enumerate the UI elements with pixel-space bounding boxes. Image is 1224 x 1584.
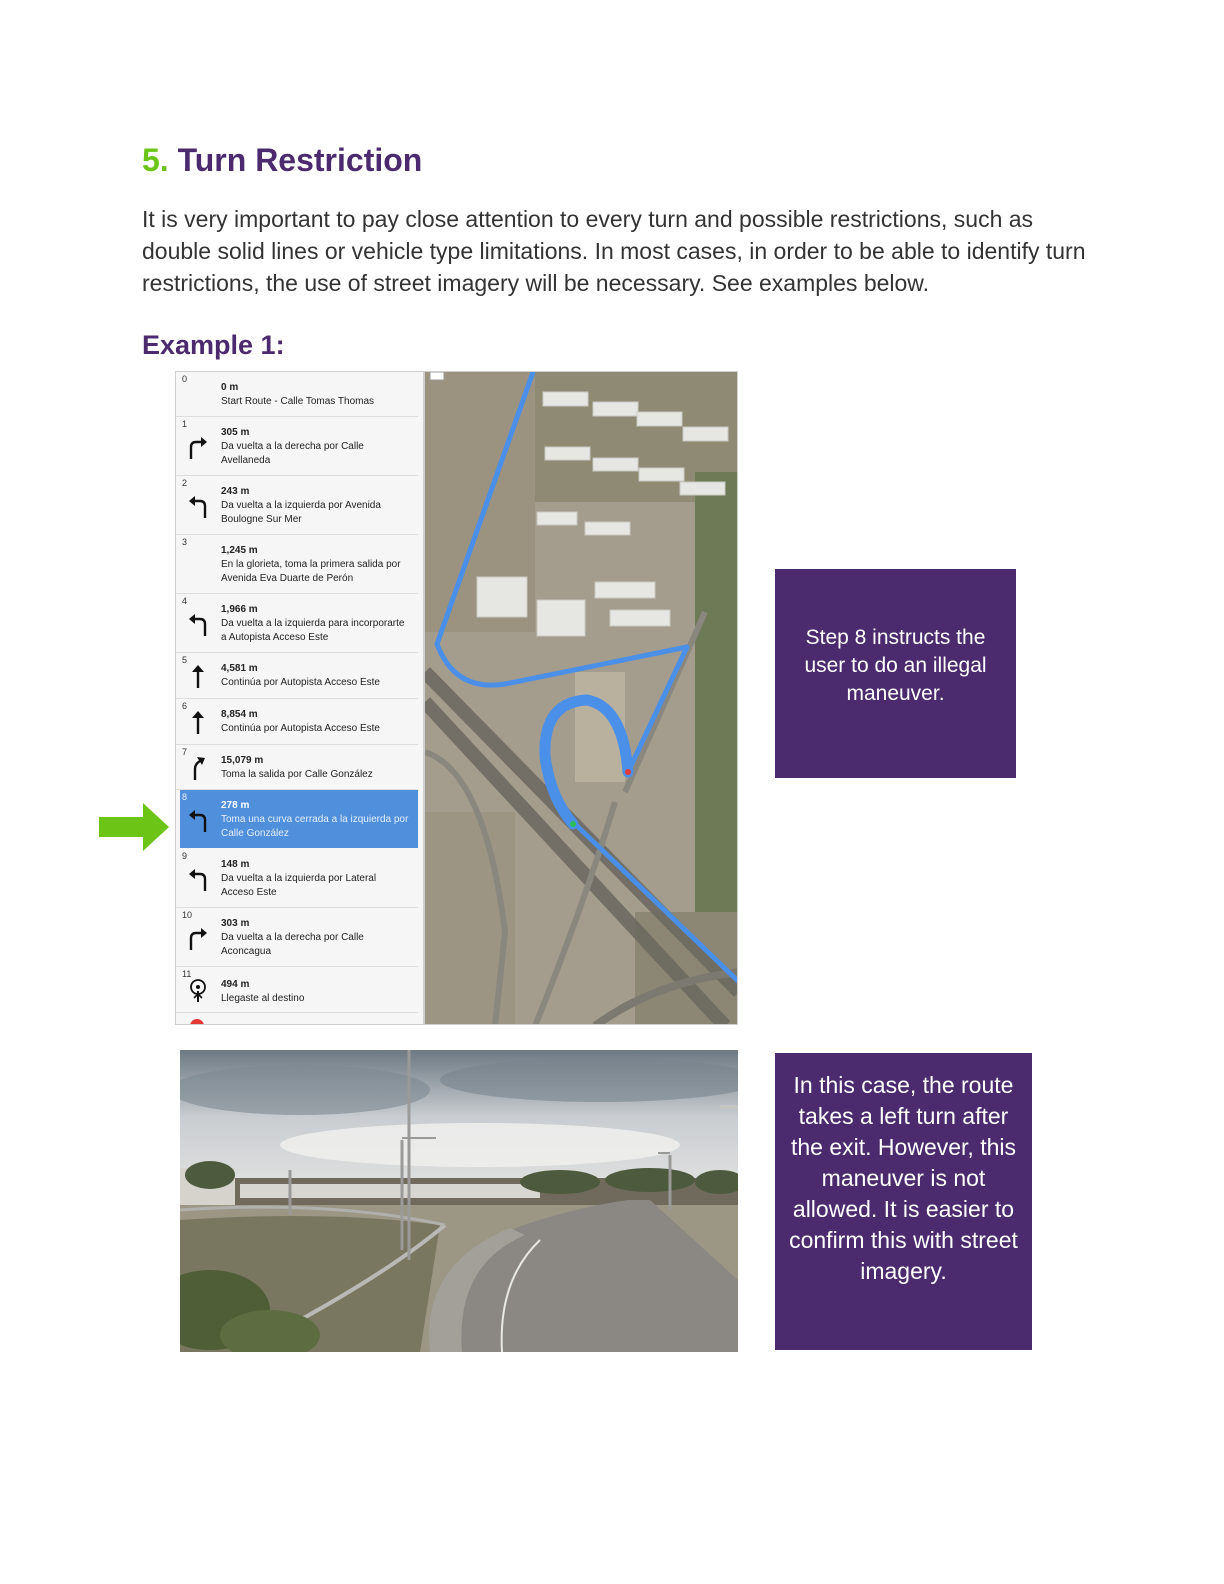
- direction-step[interactable]: [176, 967, 418, 1013]
- direction-step[interactable]: [176, 849, 418, 908]
- intro-paragraph: It is very important to pay close attention to every turn and possible restrictions, such as double solid lines or vehicle type limitations. In most cases, in order to be able to identify turn restrictions, the use of street imagery will be necessary. See examples below.: [142, 206, 1086, 296]
- step-index: 2: [182, 478, 188, 488]
- step-index: 7: [182, 747, 188, 757]
- direction-step[interactable]: [176, 476, 418, 535]
- step-distance: 303 m: [221, 918, 250, 929]
- sharp-left-icon: [186, 808, 210, 834]
- callout-step-8: Step 8 instructs the user to do an illegal maneuver.: [775, 569, 1016, 778]
- step-index: 1: [182, 419, 188, 429]
- step-distance: 148 m: [221, 859, 250, 870]
- step-index: 0: [182, 374, 188, 384]
- step-text: Continúa por Autopista Acceso Este: [221, 677, 380, 688]
- direction-step[interactable]: [176, 372, 418, 417]
- step-text: Llegaste al destino: [221, 993, 305, 1004]
- step-index: 8: [182, 792, 188, 802]
- step-distance: 1,245 m: [221, 545, 258, 556]
- step-text: Continúa por Autopista Acceso Este: [221, 723, 380, 734]
- turn-right-icon: [186, 435, 210, 461]
- step-text: En la glorieta, toma la primera salida por Avenida Eva Duarte de Perón: [221, 559, 401, 584]
- section-title: Turn Restriction: [177, 142, 423, 178]
- step-index: 4: [182, 596, 188, 606]
- step-index: 3: [182, 537, 188, 547]
- step-distance: 1,966 m: [221, 604, 258, 615]
- step-text: Da vuelta a la izquierda por Avenida Boulogne Sur Mer: [221, 500, 381, 525]
- page-title: [142, 142, 422, 179]
- direction-step[interactable]: [176, 908, 418, 967]
- section-number: 5.: [142, 142, 169, 178]
- end-marker-icon: [190, 1019, 204, 1025]
- step-distance: 243 m: [221, 486, 250, 497]
- street-view-image: [180, 1050, 738, 1352]
- direction-step[interactable]: [176, 699, 418, 745]
- direction-step[interactable]: [176, 745, 418, 790]
- callout-street-imagery: In this case, the route takes a left turn after the exit. However, this maneuver is not allowed. It is easier to confirm this with street imagery.: [775, 1053, 1032, 1350]
- directions-panel: [175, 371, 424, 1025]
- step-text: Start Route - Calle Tomas Thomas: [221, 396, 375, 407]
- straight-icon: [186, 663, 210, 689]
- step-distance: 494 m: [221, 979, 250, 990]
- step-text: Da vuelta a la derecha por Calle Avellaneda: [221, 441, 364, 466]
- turn-left-icon: [186, 494, 210, 520]
- step-text: Da vuelta a la derecha por Calle Aconcagua: [221, 932, 364, 957]
- step-index: 9: [182, 851, 188, 861]
- turn-left-icon: [186, 612, 210, 638]
- step-index: 6: [182, 701, 188, 711]
- example-heading: Example 1:: [142, 330, 285, 360]
- turn-right-icon: [186, 926, 210, 952]
- step-distance: 4,581 m: [221, 663, 258, 674]
- step-index: 5: [182, 655, 188, 665]
- step-text: Da vuelta a la izquierda por Lateral Acceso Este: [221, 873, 377, 898]
- direction-step-selected[interactable]: [180, 790, 418, 848]
- step-distance: 0 m: [221, 382, 239, 393]
- step-distance: 305 m: [221, 427, 250, 438]
- turn-left-icon: [186, 867, 210, 893]
- direction-step[interactable]: [176, 653, 418, 699]
- step-index: 10: [182, 910, 193, 920]
- slight-right-icon: [186, 755, 210, 781]
- direction-step[interactable]: [176, 594, 418, 653]
- satellite-map[interactable]: [424, 371, 738, 1025]
- destination-icon: [186, 977, 210, 1003]
- step-text: Da vuelta a la izquierda para incorporarte a Autopista Acceso Este: [221, 618, 405, 643]
- direction-step[interactable]: [176, 535, 418, 594]
- step-index: 11: [182, 969, 192, 979]
- step-text: Toma la salida por Calle González: [221, 769, 373, 780]
- straight-icon: [186, 709, 210, 735]
- step-distance: 15,079 m: [221, 755, 264, 766]
- step-distance: 278 m: [221, 800, 250, 811]
- pointer-arrow-icon: [99, 803, 171, 851]
- step-text: Toma una curva cerrada a la izquierda por Calle González: [221, 814, 409, 839]
- step-distance: 8,854 m: [221, 709, 258, 720]
- direction-step[interactable]: [176, 417, 418, 476]
- map-image: [425, 372, 738, 1025]
